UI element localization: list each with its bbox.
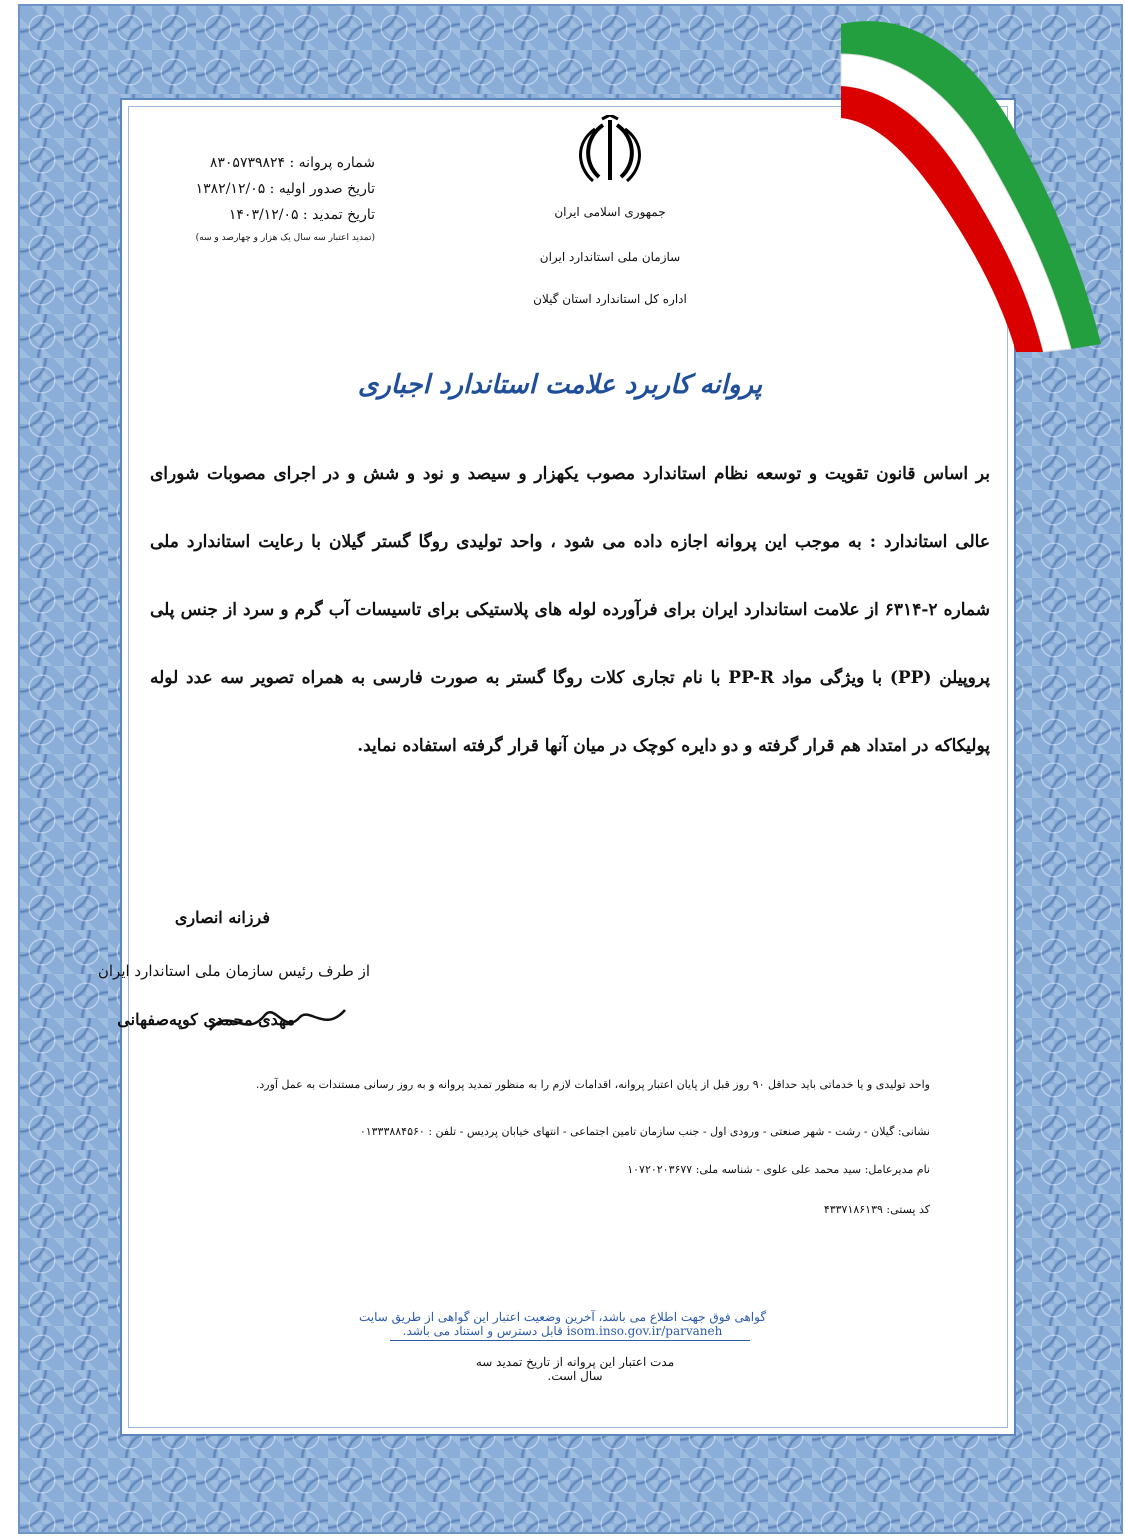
iran-flag-ribbon xyxy=(821,14,1111,354)
first-issue-date: تاریخ صدور اولیه : ۱۳۸۲/۱۲/۰۵ xyxy=(195,181,375,197)
manager-info: نام مدیرعامل: سید محمد علی علوی - شناسه ملی: ۱۰۷۲۰۲۰۳۶۷۷ xyxy=(627,1163,930,1176)
renewal-notice: واحد تولیدی و یا خدماتی باید حداقل ۹۰ روز قبل از پایان اعتبار پروانه، اقدامات لازم را به منظور تمدید پروانه و به روز رسانی مستندات به عمل آورد. xyxy=(255,1078,930,1091)
certificate-text: بر اساس قانون تقویت و توسعه نظام استاندارد مصوب یکهزار و سیصد و نود و شش و در اجرای مصوبات شورای عالی استاندارد : به موجب این پروانه اجازه داده می شود ، واحد تولیدی روگا گستر گیلان با رعایت استاندارد ملی شماره ۲-۶۳۱۴ از علامت استاندارد ایران برای فرآورده لوله های پلاستیکی برای تاسیسات آب گرم و سرد از جنس پلی پروپیلن (PP) با ویژگی مواد PP-R با نام تجاری کلات روگا گستر به صورت فارسی به همراه تصویر سه عدد لوله پولیکاکه در امتداد هم قرار گرفته و دو دایره کوچک در میان آنها قرار گرفته استفاده نماید. xyxy=(150,464,990,756)
president-name: مهدی محمدی کوپه‌صفهانی xyxy=(117,1010,295,1029)
renewal-date: تاریخ تمدید : ۱۴۰۳/۱۲/۰۵ xyxy=(228,207,375,223)
certificate-title: پروانه کاربرد علامت استاندارد اجباری xyxy=(357,370,763,400)
verification-underline xyxy=(390,1340,750,1341)
verification-link-text[interactable]: گواهی فوق جهت اطلاع می باشد، آخرین وضعیت اعتبار این گواهی از طریق سایت isom.inso.gov.ir/parvaneh قابل دسترس و استناد می باشد. xyxy=(358,1310,767,1338)
header-organization: سازمان ملی استاندارد ایران xyxy=(539,250,681,264)
license-meta xyxy=(115,150,375,248)
address: نشانی: گیلان - رشت - شهر صنعتی - ورودی اول - جنب سازمان تامین اجتماعی - انتهای خیابان پردیس - تلفن : ۰۱۳۳۳۸۸۴۵۶۰ xyxy=(359,1125,930,1138)
svg-text:☫: ☫ xyxy=(971,177,984,193)
postal-code: کد پستی: ۴۳۳۷۱۸۶۱۳۹ xyxy=(823,1203,930,1216)
signer-role: از طرف رئیس سازمان ملی استاندارد ایران xyxy=(97,962,370,980)
license-number: شماره پروانه : ۸۳۰۵۷۳۹۸۲۴ xyxy=(209,155,375,171)
iran-emblem xyxy=(560,115,660,194)
header-republic: جمهوری اسلامی ایران xyxy=(554,205,666,219)
signer-name: فرزانه انصاری xyxy=(174,908,270,927)
emblem-icon xyxy=(575,115,645,190)
header-provincial-office: اداره کل استاندارد استان گیلان xyxy=(533,292,687,306)
validity-statement: مدت اعتبار این پروانه از تاریخ تمدید سه سال است. xyxy=(475,1355,675,1383)
renewal-note: (تمدید اعتبار سه سال یک هزار و چهارصد و سه) xyxy=(195,233,375,243)
